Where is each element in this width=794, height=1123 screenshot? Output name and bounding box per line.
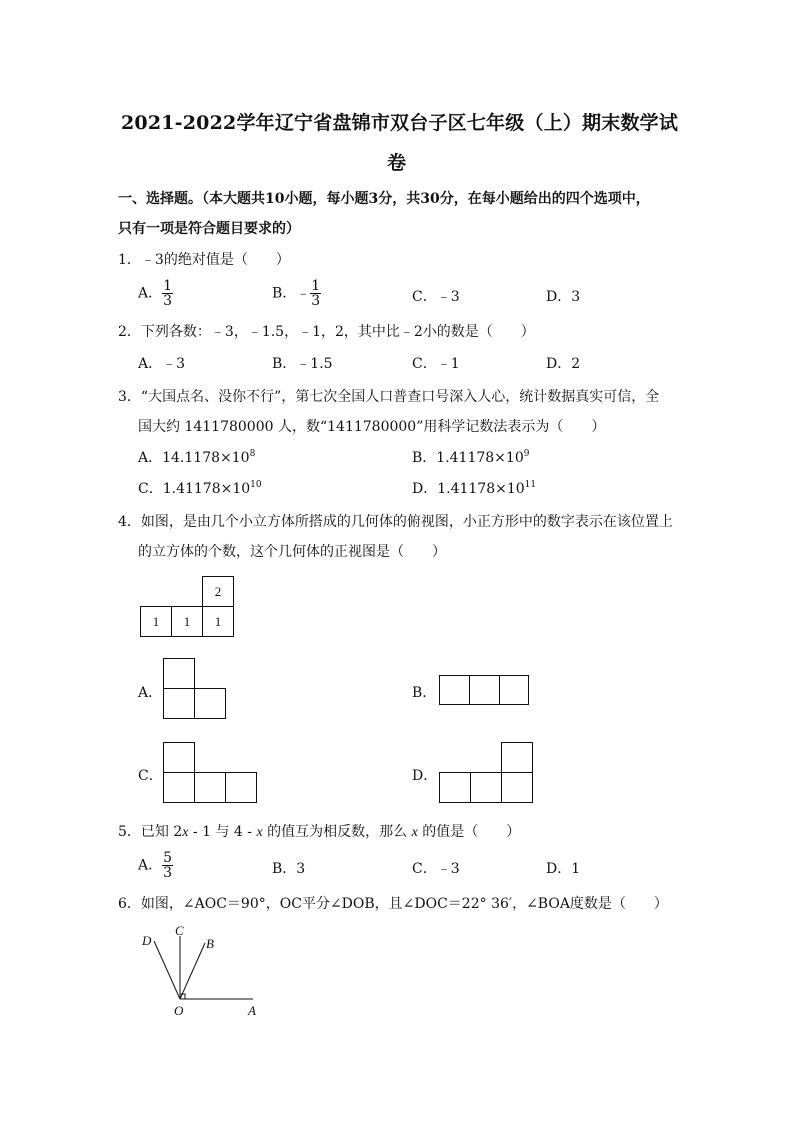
exponent: 10 [250,480,262,490]
page-title-line1: 2021-2022学年辽宁省盘锦市双台子区七年级（上）期末数学试 [121,112,679,134]
fraction-numerator: 1 [311,278,321,294]
question-4-option-c-figure [162,741,258,805]
ray-ob [180,943,205,999]
question-2-stem: 2．下列各数：﹣3，﹣1.5，﹣1，2，其中比﹣2小的数是（ ） [118,324,535,340]
option-label: B．﹣ [272,285,311,302]
top-view-figure [139,575,239,639]
question-5-option-b: B．3 [272,861,306,877]
ray-od [154,941,180,999]
fraction-numerator: 5 [163,850,173,866]
question-4-option-b-figure [438,675,530,707]
stem-text: 的值互为相反数，那么 [262,824,412,840]
question-4-option-a-label: A． [138,685,163,701]
question-5-option-c: C．﹣3 [412,861,460,877]
question-5-option-d: D．1 [546,861,581,877]
grid-number: 1 [152,614,160,629]
point-label-a: A [248,1003,256,1018]
question-2-option-d: D．2 [546,356,581,372]
question-4-option-d-label: D． [412,768,438,784]
exponent: 11 [524,480,537,490]
question-4-line2: 的立方体的个数，这个几何体的正视图是（ ） [138,544,446,560]
question-3-option-d [412,478,536,498]
question-4-option-d-figure [438,741,534,805]
page-title-line2: 卷 [387,152,407,174]
question-4-line1: 4．如图，是由几个小立方体所搭成的几何体的俯视图，小正方形中的数字表示在该位置上 [118,514,673,530]
question-3-line1: 3．“大国点名、没你不行”，第七次全国人口普查口号深入人心，统计数据真实可信，全 [118,389,660,405]
question-2-option-c: C．﹣1 [412,356,460,372]
stem-text: 5．已知 2 [118,824,183,840]
grid-number: 1 [183,614,191,629]
question-5-option-a [138,851,173,880]
point-label-d: D [142,933,152,948]
fraction [162,851,173,880]
question-4-option-b-label: B． [412,685,437,701]
point-label-o: O [174,1003,184,1018]
option-text: B．1.41178×10 [412,450,524,466]
question-3-option-b [412,447,529,467]
point-label-b: B [206,936,214,951]
question-3-option-c [138,478,262,498]
fraction-denominator: 3 [311,293,321,309]
question-1-option-b [272,279,321,308]
question-4-option-c-label: C． [138,768,163,784]
question-6-stem: 6．如图，∠AOC＝90°，OC平分∠DOB，且∠DOC＝22° 36′，∠BOA度数是（ ） [118,896,668,912]
fraction [162,279,173,308]
grid-number: 1 [214,614,222,629]
question-1-option-c: C．﹣3 [412,289,460,305]
exponent: 8 [249,449,256,459]
question-2-option-b: B．﹣1.5 [272,356,333,372]
fraction-numerator: 1 [163,278,173,294]
question-1-stem: 1．﹣3的绝对值是（ ） [118,252,290,268]
question-2-option-a: A．﹣3 [138,356,186,372]
option-text: D．1.41178×10 [412,481,525,497]
fraction-denominator: 3 [163,865,173,881]
question-3-line2: 国大约 1411780000 人，数“1411780000”用科学记数法表示为（ ） [138,419,606,435]
variable: x [411,825,418,840]
variable: x [256,825,263,840]
option-text: A．14.1178×10 [138,450,250,466]
angle-figure [135,922,265,1022]
question-3-option-a [138,447,255,467]
option-label: A． [138,857,163,874]
fraction-denominator: 3 [163,293,173,309]
grid-number: 2 [214,584,222,599]
exponent: 9 [523,449,530,459]
option-text: C．1.41178×10 [138,481,251,497]
question-5-stem [118,821,520,841]
fraction [310,279,321,308]
variable: x [182,825,189,840]
question-1-option-a [138,279,173,308]
stem-text: 的值是（ ） [417,824,521,840]
question-1-option-d: D．3 [546,289,581,305]
section-header-line1: 一、选择题。（本大题共10小题，每小题3分，共30分，在每小题给出的四个选项中， [118,191,650,207]
section-header-line2: 只有一项是符合题目要求的） [118,221,300,237]
point-label-c: C [175,923,184,938]
question-4-option-a-figure [162,657,228,721]
option-label: A． [138,285,163,302]
stem-text: - 1 与 4 - [188,824,257,840]
